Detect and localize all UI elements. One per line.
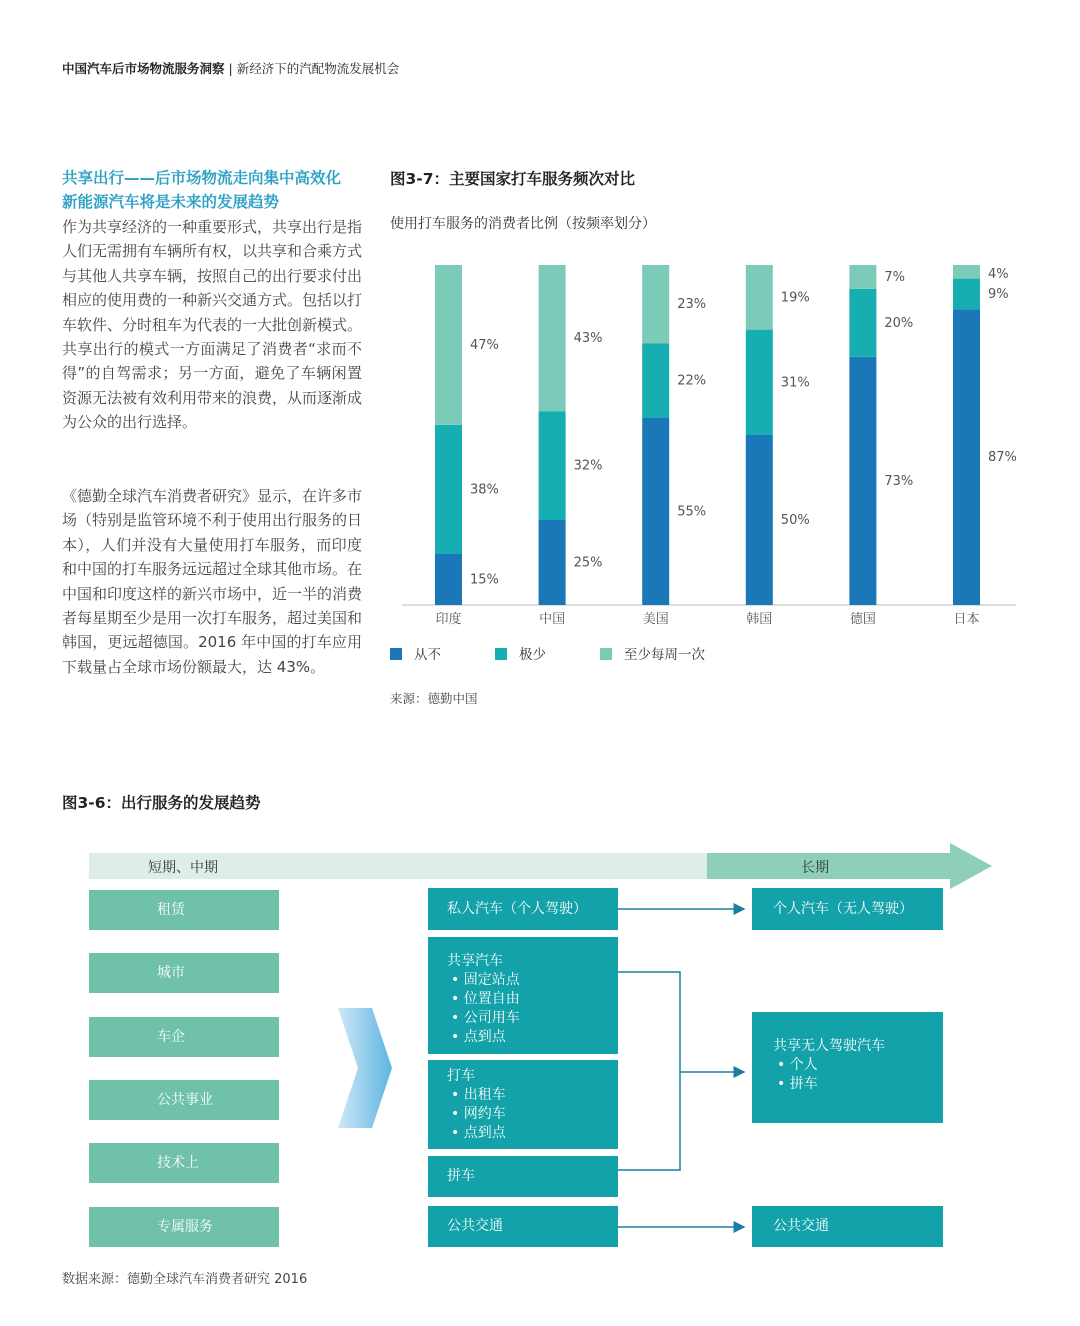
timeline-label-short: 短期、中期 (148, 860, 218, 876)
bar-segment (642, 418, 669, 605)
value-label: 23% (677, 297, 707, 313)
box-personal-autonomous: 个人汽车（无人驾驶） (752, 888, 943, 930)
value-label: 9% (988, 286, 1009, 302)
legend-swatch (600, 648, 612, 660)
header-title-rest: 新经济下的汽配物流发展机会 (236, 61, 400, 76)
section-heading-line1: 共享出行——后市场物流走向集中高效化 (62, 169, 342, 187)
legend-label: 极少 (519, 647, 546, 663)
bracket-shared-group (618, 972, 680, 1170)
value-label: 43% (573, 331, 603, 347)
left-item-technology: 技术上 (89, 1143, 279, 1183)
box-carpool: 拼车 (428, 1156, 618, 1197)
shared-car-item: • 公司用车 (451, 1010, 520, 1026)
shared-car-item: • 固定站点 (451, 972, 520, 988)
bar-segment (642, 343, 669, 418)
bar-segment (435, 554, 462, 605)
shared-car-title: 共享汽车 (447, 953, 503, 969)
bar-segment (746, 265, 773, 330)
bar-segment (642, 265, 669, 343)
bar-segment (435, 265, 462, 425)
legend-swatch (495, 648, 507, 660)
bar-segment (849, 357, 876, 605)
value-label: 25% (573, 555, 603, 571)
bar-segment (953, 309, 980, 605)
timeline-label-long: 长期 (801, 860, 829, 876)
value-label: 7% (884, 269, 906, 285)
legend-swatch (390, 648, 402, 660)
legend-label: 从不 (414, 647, 441, 663)
box-taxi (428, 1060, 618, 1149)
chart-source: 来源：德勤中国 (390, 691, 478, 706)
category-label: 日本 (953, 612, 980, 627)
value-label: 87% (988, 450, 1017, 466)
value-label: 47% (470, 337, 499, 353)
category-label: 韩国 (746, 612, 773, 627)
header-title-bold: 中国汽车后市场物流服务洞察 (62, 61, 225, 76)
legend (390, 646, 705, 663)
bar-segment (539, 265, 566, 411)
legend-label: 至少每周一次 (624, 647, 705, 663)
chart-figure-title: 图3-7：主要国家打车服务频次对比 (390, 170, 636, 188)
bar-segment (849, 289, 876, 357)
category-label: 德国 (849, 612, 876, 627)
bar-segment (849, 265, 876, 289)
diagram-figure-title: 图3-6：出行服务的发展趋势 (62, 794, 261, 812)
bar-segment (539, 411, 566, 520)
section-heading-line2: 新能源汽车将是未来的发展趋势 (62, 193, 280, 211)
taxi-item: • 点到点 (451, 1125, 506, 1141)
bar-segment (539, 520, 566, 605)
paragraph-1: 作为共享经济的一种重要形式，共享出行是指人们无需拥有车辆所有权，以共享和合乘方式与其他人共享车辆，按照自己的出行要求付出相应的使用费的一种新兴交通方式。包括以打车软件、分时租车为代表的一大批创新模式。共享出行的模式一方面满足了消费者“求而不得”的自驾需求；另一方面，避免了车辆闲置资源无法被有效利用带来的浪费，从而逐渐成为公众的出行选择。 (62, 218, 363, 432)
shared-car-item: • 位置自由 (451, 991, 520, 1007)
value-label: 55% (677, 504, 707, 520)
value-label: 22% (677, 373, 707, 389)
diagram-source: 数据来源：德勤全球汽车消费者研究 2016 (62, 1272, 308, 1287)
value-label: 4% (988, 267, 1009, 282)
taxi-title: 打车 (447, 1068, 475, 1084)
chevron-arrow-icon (338, 1008, 392, 1128)
value-label: 38% (470, 482, 499, 498)
bar-segment (953, 265, 980, 279)
bar-segment (746, 435, 773, 605)
box-public-transit: 公共交通 (428, 1206, 618, 1247)
box-private-car: 私人汽车（个人驾驶） (428, 888, 618, 930)
header-separator: | (228, 61, 233, 76)
taxi-item: • 出租车 (451, 1087, 506, 1103)
shared-car-item: • 点到点 (451, 1029, 506, 1045)
value-label: 31% (780, 375, 810, 391)
shared-autonomous-item: • 拼车 (777, 1076, 818, 1092)
box-public-transit-long: 公共交通 (752, 1206, 943, 1247)
shared-autonomous-item: • 个人 (777, 1057, 818, 1073)
taxi-item: • 网约车 (451, 1106, 506, 1122)
box-shared-autonomous (752, 1012, 943, 1123)
left-item-city: 城市 (89, 953, 279, 993)
value-label: 20% (884, 315, 914, 331)
category-label: 印度 (435, 612, 462, 627)
value-label: 15% (470, 572, 499, 588)
bar-segment (435, 425, 462, 554)
category-labels-layer (435, 611, 979, 627)
left-item-rental: 租赁 (89, 890, 279, 930)
category-label: 中国 (539, 612, 566, 627)
paragraph-2: 《德勤全球汽车消费者研究》显示，在许多市场（特别是监管环境不利于使用出行服务的日本），人们并没有大量使用打车服务，而印度和中国的打车服务远远超过全球其他市场。在中国和印度这样的新兴市场中，近一半的消费者每星期至少是用一次打车服务，超过美国和韩国，更远超德国。2016 年中国的打车应用下载量占全球市场份额最大，达 43%。 (62, 487, 363, 676)
stacked-bar-chart (380, 255, 1030, 675)
box-shared-car (428, 937, 618, 1054)
page-header (62, 59, 399, 77)
value-label: 19% (780, 290, 810, 306)
bar-segment (953, 279, 980, 310)
shared-autonomous-title: 共享无人驾驶汽车 (773, 1038, 885, 1054)
value-label: 73% (884, 473, 914, 489)
value-label: 50% (780, 513, 810, 528)
value-label: 32% (573, 458, 603, 474)
timeline-arrow-long (707, 843, 992, 889)
category-label: 美国 (642, 612, 669, 627)
left-item-public-utility: 公共事业 (89, 1080, 279, 1120)
left-item-dedicated-service: 专属服务 (89, 1207, 279, 1247)
left-item-automaker: 车企 (89, 1017, 279, 1057)
section-heading (62, 166, 341, 214)
chart-subtitle: 使用打车服务的消费者比例（按频率划分） (390, 216, 656, 232)
bar-segment (746, 330, 773, 435)
